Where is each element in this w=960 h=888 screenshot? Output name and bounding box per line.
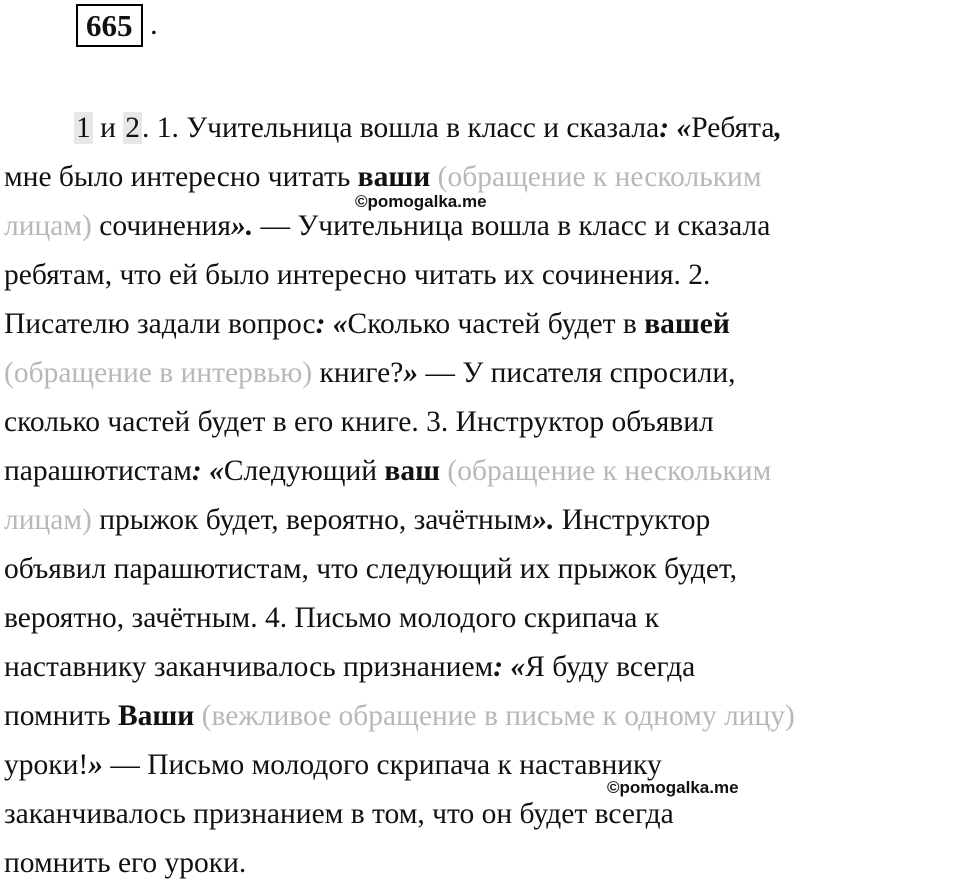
text-line <box>74 104 782 153</box>
text-line <box>4 300 730 349</box>
text-line <box>4 839 246 888</box>
text-line <box>4 741 662 790</box>
text-line <box>4 447 771 496</box>
punctuation-mark: » <box>403 357 419 389</box>
text-line <box>4 496 710 545</box>
text-segment: ребятам, что ей было интересно читать их сочинения. 2. <box>4 259 711 291</box>
text-segment: парашютистам <box>4 455 192 487</box>
text-segment: Сколько частей будет в <box>347 308 645 340</box>
text-line <box>4 692 795 741</box>
punctuation-mark: : « <box>191 455 224 487</box>
text-segment: — Письмо молодого скрипача к наставнику <box>102 749 662 781</box>
text-segment: сочинения <box>91 210 231 242</box>
gray-note: лицам) <box>4 210 92 242</box>
scheme-number: 2 <box>125 112 141 144</box>
text-segment: мне было интересно читать <box>4 161 358 193</box>
scheme-number: 1 <box>76 112 91 144</box>
text-line <box>4 643 695 692</box>
text-line <box>4 398 714 447</box>
text-segment: — Учительница вошла в класс и сказала <box>253 210 771 242</box>
text-segment: — У писателя спросили, <box>418 357 736 389</box>
punctuation-mark: ». <box>231 210 254 242</box>
exercise-number-suffix: . <box>150 6 158 41</box>
pronoun-highlight: ваши <box>357 161 431 193</box>
gray-note: (вежливое обращение в письме к одному лицу) <box>194 700 795 732</box>
punctuation-mark: : « <box>315 308 348 340</box>
text-line <box>4 545 737 594</box>
gray-note: (обращение к нескольким <box>430 161 762 193</box>
text-segment: помнить его уроки. <box>4 847 247 879</box>
punctuation-mark: : « <box>493 651 526 683</box>
gray-note: (обращение в интервью) <box>4 357 313 389</box>
pronoun-highlight: вашей <box>644 308 730 340</box>
pronoun-highlight: Ваши <box>117 700 195 732</box>
text-segment: и <box>92 112 124 144</box>
punctuation-mark: : « <box>659 112 692 144</box>
text-segment: Инструктор <box>554 504 711 536</box>
text-segment: заканчивалось признанием в том, что он будет всегда <box>4 798 674 830</box>
text-segment: вероятно, зачётным. 4. Письмо молодого скрипача к <box>4 602 660 634</box>
text-segment: сколько частей будет в его книге. 3. Инструктор объявил <box>4 406 714 438</box>
text-segment: Писателю задали вопрос <box>4 308 316 340</box>
exercise-number: 665 <box>76 4 143 47</box>
text-line <box>4 594 659 643</box>
gray-note: лицам) <box>4 504 92 536</box>
text-line <box>4 790 674 839</box>
text-segment: Следующий <box>223 455 385 487</box>
punctuation-mark: ». <box>532 504 555 536</box>
text-segment: объявил парашютистам, что следующий их прыжок будет, <box>4 553 738 585</box>
gray-note: (обращение к нескольким <box>440 455 772 487</box>
text-segment: Ребята <box>691 112 775 144</box>
text-segment: помнить <box>4 700 118 732</box>
watermark: ©pomogalka.me <box>355 192 487 211</box>
text-segment: книге? <box>312 357 404 389</box>
punctuation-mark: , <box>774 112 782 144</box>
watermark: ©pomogalka.me <box>607 778 739 797</box>
text-segment: прыжок будет, вероятно, зачётным <box>91 504 533 536</box>
text-line <box>4 349 735 398</box>
text-line <box>4 251 710 300</box>
text-segment: наставнику заканчивалось признанием <box>4 651 494 683</box>
pronoun-highlight: ваш <box>384 455 441 487</box>
punctuation-mark: » <box>88 749 103 781</box>
text-segment: . 1. Учительница вошла в класс и сказала <box>142 112 660 144</box>
text-segment: Я буду всегда <box>525 651 696 683</box>
text-segment: уроки! <box>4 749 89 781</box>
